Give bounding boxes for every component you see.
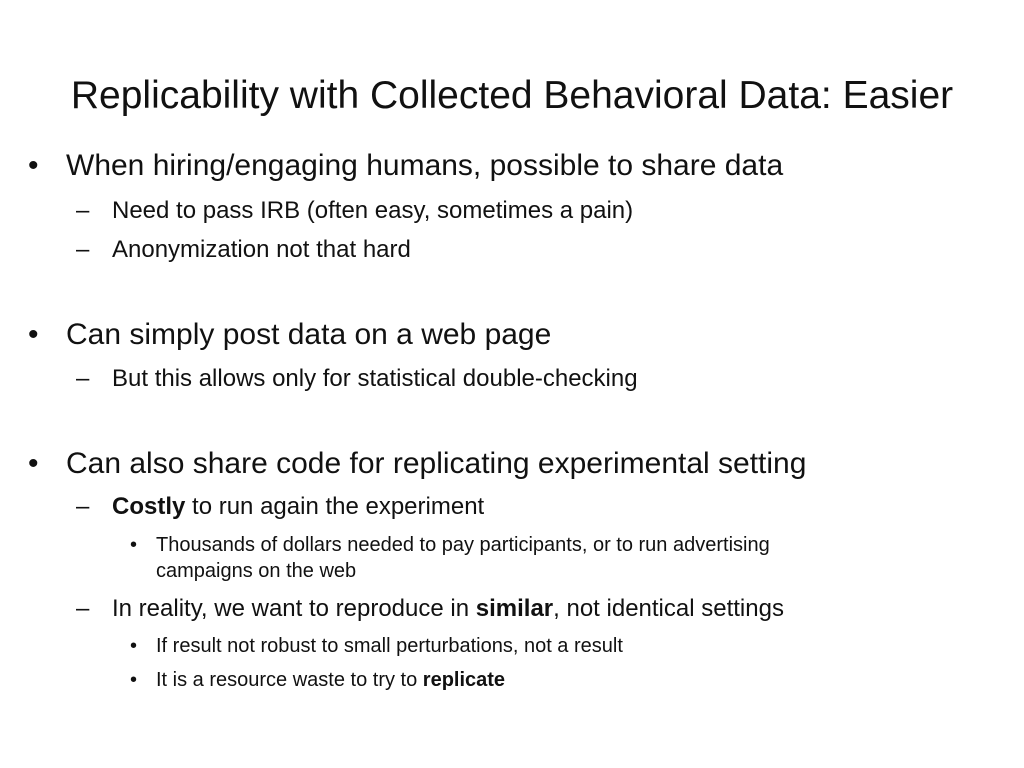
bullet-2-text: Can simply post data on a web page	[66, 318, 552, 351]
sub-sub-bullet-3-1-1-line2: campaigns on the web	[156, 560, 357, 582]
sub-bullet-2-1-text: But this allows only for statistical double-checking	[112, 365, 638, 392]
sub-bullet-marker: –	[76, 236, 90, 263]
sub-bullet-3-2-pre: In reality, we want to reproduce in	[112, 595, 476, 622]
sub-bullet-3-1-text	[112, 492, 484, 522]
sub-sub-bullet-3-2-2-pre: It is a resource waste to try to	[156, 669, 423, 691]
bullet-marker: •	[28, 318, 39, 351]
sub-bullet-1-2-text: Anonymization not that hard	[112, 236, 411, 263]
sub-sub-bullet-3-2-1-text: If result not robust to small perturbations, not a result	[156, 635, 623, 657]
sub-bullet-1-1-text: Need to pass IRB (often easy, sometimes a pain)	[112, 197, 634, 224]
slide-title: Replicability with Collected Behavioral Data: Easier	[70, 74, 954, 117]
sub-sub-bullet-marker: •	[130, 669, 138, 691]
sub-bullet-marker: –	[76, 595, 90, 622]
bullet-1-text: When hiring/engaging humans, possible to share data	[66, 149, 784, 182]
emphasis-costly: Costly	[112, 493, 186, 520]
bullet-3-text: Can also share code for replicating experimental setting	[66, 447, 807, 480]
sub-bullet-3-2-post: , not identical settings	[553, 595, 784, 622]
sub-sub-bullet-3-1-1-line1: Thousands of dollars needed to pay participants, or to run advertising	[156, 534, 770, 556]
emphasis-replicate: replicate	[422, 669, 506, 691]
sub-sub-bullet-marker: •	[130, 534, 138, 556]
sub-bullet-marker: –	[76, 493, 90, 520]
sub-bullet-3-2-text	[112, 594, 784, 624]
sub-bullet-3-1-rest: to run again the experiment	[185, 493, 485, 520]
bullet-marker: •	[28, 149, 39, 182]
bullet-marker: •	[28, 447, 39, 480]
sub-bullet-marker: –	[76, 365, 90, 392]
sub-bullet-marker: –	[76, 197, 90, 224]
sub-sub-bullet-marker: •	[130, 635, 138, 657]
emphasis-similar: similar	[475, 595, 554, 622]
sub-sub-bullet-3-2-2-text	[156, 667, 505, 693]
